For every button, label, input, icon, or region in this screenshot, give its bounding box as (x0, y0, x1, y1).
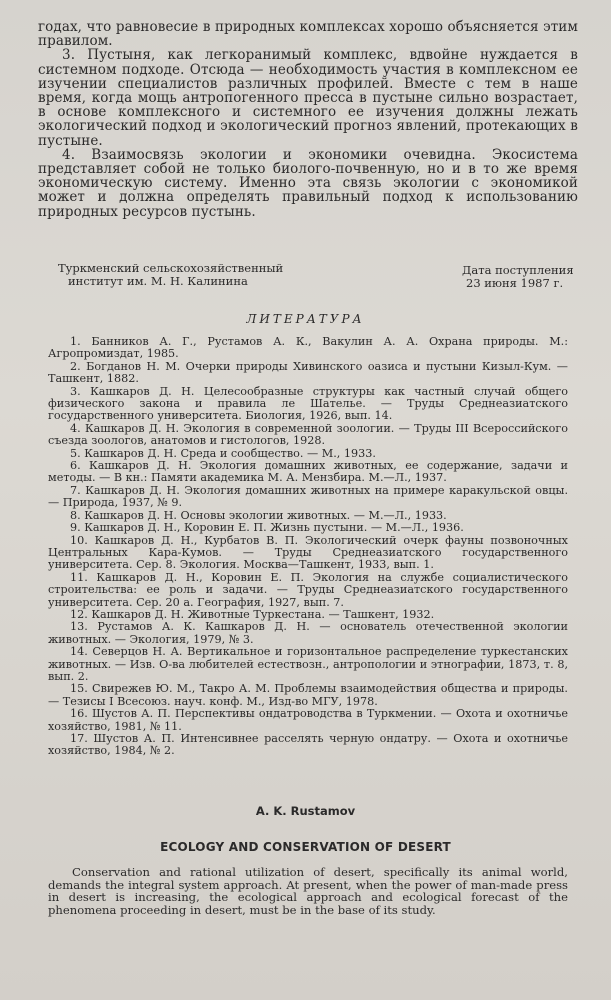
reference-item: 12. Кашкаров Д. Н. Животные Туркестана. — Ташкент, 1932. (70, 607, 435, 621)
reference-item: 10. Кашкаров Д. Н., Курбатов В. П. Экологический очерк фауны позвоночных Центральных Кара-Кумов. — Труды Среднеазиатского государственного университета. Сер. 8. Экология. Москва—Ташкент, 1933, вып. 1. (48, 533, 568, 572)
reference-item: 6. Кашкаров Д. Н. Экология домашних животных, ее содержание, задачи и методы. — В кн.: Памяти академика М. А. Мензбира. М.—Л., 1937. (48, 459, 568, 485)
reference-item: 13. Рустамов А. К. Кашкаров Д. Н. — основатель отечественной экологии животных. — Экология, 1979, № 3. (48, 620, 568, 646)
reference-item: 3. Кашкаров Д. Н. Целесообразные структуры как частный случай общего физического закона и правила ле Шателье. — Труды Среднеазиатского государственного университета. Биология, 1926, вып. 14. (48, 384, 568, 423)
received-date (462, 264, 574, 290)
institute-line-2: институт им. М. Н. Калинина (68, 274, 248, 288)
references-heading: ЛИТЕРАТУРА (246, 312, 365, 326)
reference-item: 5. Кашкаров Д. Н. Среда и сообщество. — М., 1933. (70, 446, 376, 460)
body-text (38, 20, 578, 219)
references-list (48, 336, 568, 758)
paragraph-continued: годах, что равновесие в природных комплексах хорошо объясняется этим правилом. (38, 19, 578, 50)
reference-item: 2. Богданов Н. М. Очерки природы Хивинского оазиса и пустыни Кизыл-Кум. — Ташкент, 1882. (48, 359, 568, 386)
reference-item: 17. Шустов А. П. Интенсивнее расселять черную ондатру. — Охота и охотничье хозяйство, 1984, № 2. (48, 732, 568, 758)
date-value: 23 июня 1987 г. (466, 276, 564, 290)
english-abstract (48, 866, 568, 916)
reference-item: 14. Северцов Н. А. Вертикальное и горизонтальное распределение туркестанских животных. — Изв. О-ва любителей естествозн., антропологии и этнографии, 1873, т. 8, вып. 2. (48, 645, 568, 683)
reference-item: 11. Кашкаров Д. Н., Коровин Е. П. Экология на службе социалистического строительства: ее роль и задачи. — Труды Среднеазиатского государственного университета. Сер. 20 а. География, 1927, вып. 7. (48, 570, 568, 609)
institute-affiliation (58, 262, 283, 288)
institute-line-1: Туркменский сельскохозяйственный (58, 261, 284, 275)
abstract-text: Conservation and rational utilization of desert, specifically its animal world, demands the integral system approach. At present, when the power of man-made press in desert is increasing, the ecological approach and ecological forecast of the phenomena proceeding in desert, must be in the base of its study. (48, 865, 568, 917)
reference-item: 8. Кашкаров Д. Н. Основы экологии животных. — М.—Л., 1933. (70, 508, 447, 522)
reference-item: 16. Шустов А. П. Перспективы ондатроводства в Туркмении. — Охота и охотничье хозяйство, 1981, № 11. (48, 707, 568, 733)
reference-item: 1. Банников А. Г., Рустамов А. К., Вакулин А. А. Охрана природы. М.: Агропромиздат, 1985. (48, 335, 568, 361)
reference-item: 15. Свирежев Ю. М., Такро А. М. Проблемы взаимодействия общества и природы. — Тезисы I Всесоюз. науч. конф. М., Изд-во МГУ, 1978. (48, 682, 568, 708)
english-title: ECOLOGY AND CONSERVATION OF DESERT (160, 840, 451, 854)
paragraph-3: 3. Пустыня, как легкоранимый комплекс, вдвойне нуждается в системном подходе. Отсюда — необходимость участия в комплексном ее изучении специалистов различных профилей. Вместе с тем в наше время, когда мощь антропогенного пресса в пустыне сильно возрастает, в основе комплексного и системного ее изучения должны лежать экологический подход и экологический прогноз явлений, протекающих в пустыне. (38, 47, 578, 149)
reference-item: 4. Кашкаров Д. Н. Экология в современной зоологии. — Труды III Всероссийского съезда зоологов, анатомов и гистологов, 1928. (48, 421, 568, 448)
paragraph-4: 4. Взаимосвязь экологии и экономики очевидна. Экосистема представляет собой не только биолого-почвенную, но и в то же время экономическую систему. Именно эта связь экологии с экономикой может и должна определять правильный подход к использованию природных ресурсов пустынь. (38, 146, 578, 220)
reference-item: 7. Кашкаров Д. Н. Экология домашних животных на примере каракульской овцы. — Природа, 1937, № 9. (48, 483, 568, 510)
reference-item: 9. Кашкаров Д. Н., Коровин Е. П. Жизнь пустыни. — М.—Л., 1936. (70, 521, 464, 535)
date-label: Дата поступления (462, 263, 574, 277)
english-author: A. K. Rustamov (255, 804, 356, 818)
